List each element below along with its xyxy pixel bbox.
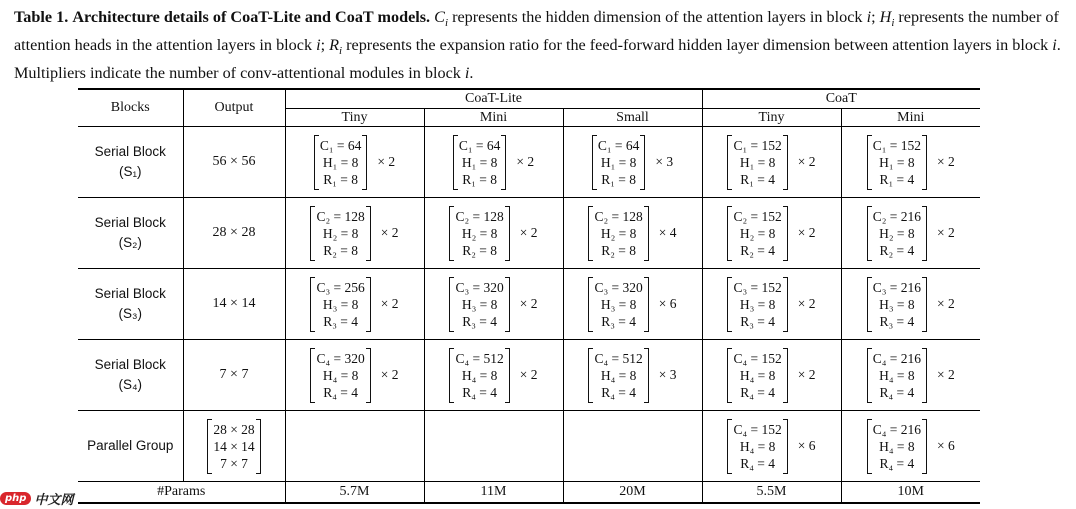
- caption-fragment: ;: [871, 8, 880, 26]
- matrix-entry: C₁ = 64: [319, 137, 362, 153]
- bracket-matrix: [449, 349, 509, 402]
- caption-fragment: i: [339, 45, 343, 58]
- matrix-entry: C₄ = 152: [733, 350, 782, 366]
- matrix-entry: C₄ = 320: [316, 350, 365, 366]
- config-cell: [285, 411, 424, 482]
- caption-fragment: i: [1052, 36, 1057, 55]
- bracket-matrix: [588, 207, 648, 260]
- matrix-entry: H₄ = 8: [461, 367, 498, 383]
- matrix-entry: 14 × 14: [213, 438, 255, 454]
- block-label-line: (S₄): [118, 377, 142, 392]
- header-group-coat: CoaT: [702, 89, 980, 109]
- config-cell: [702, 198, 841, 269]
- matrix-entry: R₁ = 4: [879, 171, 915, 187]
- block-label: [78, 340, 183, 411]
- config-cell: [285, 127, 424, 198]
- matrix-entry: R₃ = 4: [601, 313, 637, 329]
- matrix-entry: R₄ = 4: [740, 384, 776, 400]
- bracket-matrix: [727, 278, 787, 331]
- table-row: [78, 198, 980, 269]
- matrix-entry: C₂ = 128: [455, 208, 504, 224]
- output-cell: [183, 411, 285, 482]
- config-cell: [841, 198, 980, 269]
- config-cell: [424, 269, 563, 340]
- matrix-entry: C₄ = 152: [733, 421, 782, 437]
- block-label-line: (S₃): [118, 306, 142, 321]
- logo-php-badge: php: [0, 492, 31, 505]
- config-cell: [702, 269, 841, 340]
- matrix-entry: H₃ = 8: [461, 296, 498, 312]
- bracket-matrix: [453, 136, 507, 189]
- caption-fragment: C: [434, 8, 445, 26]
- matrix-entry: H₄ = 8: [739, 438, 776, 454]
- header-blocks: Blocks: [78, 89, 183, 127]
- config-cell: [563, 127, 702, 198]
- bracket-matrix: [867, 278, 927, 331]
- config-cell: [424, 340, 563, 411]
- caption-fragment: i: [316, 36, 321, 55]
- matrix-entry: R₄ = 4: [740, 455, 776, 471]
- output-cell: [183, 198, 285, 269]
- multiplier: × 3: [655, 154, 674, 169]
- matrix-entry: R₃ = 4: [323, 313, 359, 329]
- block-label: [78, 198, 183, 269]
- matrix-entry: C₃ = 152: [733, 279, 782, 295]
- config-cell: [563, 198, 702, 269]
- caption-fragment: . Multipliers indicate the number of conv-attentional modules in block: [14, 36, 1061, 83]
- matrix-entry: C₂ = 128: [594, 208, 643, 224]
- caption-fragment: i: [866, 8, 872, 26]
- config-cell: [841, 269, 980, 340]
- block-label-line: (S₂): [118, 235, 142, 250]
- bracket-matrix: [592, 136, 646, 189]
- matrix-entry: H₁ = 8: [322, 154, 359, 170]
- block-label: [78, 127, 183, 198]
- multiplier: × 2: [380, 225, 399, 240]
- multiplier: × 2: [937, 367, 955, 382]
- bracket-matrix: [867, 420, 927, 473]
- matrix-entry: H₄ = 8: [879, 367, 915, 383]
- matrix-entry: R₁ = 8: [323, 171, 359, 187]
- matrix-entry: R₂ = 8: [323, 242, 359, 258]
- matrix-entry: C₂ = 128: [316, 208, 365, 224]
- bracket-matrix: [727, 207, 787, 260]
- matrix-entry: R₂ = 8: [462, 242, 498, 258]
- matrix-entry: H₁ = 8: [879, 154, 915, 170]
- config-cell: [424, 198, 563, 269]
- bracket-matrix: [588, 278, 648, 331]
- config-cell: [702, 127, 841, 198]
- multiplier: × 2: [937, 296, 955, 311]
- caption-title: Architecture details of CoaT-Lite and CoaT models.: [72, 8, 431, 26]
- params-value: 10M: [841, 482, 980, 504]
- bracket-matrix: [727, 349, 787, 402]
- matrix-entry: H₃ = 8: [739, 296, 776, 312]
- matrix-entry: R₄ = 4: [879, 384, 915, 400]
- block-label-line: (S₁): [118, 164, 142, 179]
- bracket-matrix: [867, 207, 927, 260]
- multiplier: × 2: [937, 154, 955, 169]
- bracket-matrix: [310, 278, 370, 331]
- multiplier: × 4: [658, 225, 677, 240]
- matrix-entry: C₄ = 216: [872, 421, 922, 437]
- config-cell: [285, 269, 424, 340]
- header-variant: Small: [563, 109, 702, 127]
- output-size: 7 × 7: [219, 367, 249, 382]
- multiplier: × 2: [377, 154, 396, 169]
- params-value: 5.7M: [285, 482, 424, 504]
- bracket-matrix: [727, 420, 787, 473]
- block-label-line: Serial Block: [94, 144, 166, 159]
- block-label-line: Serial Block: [94, 286, 166, 301]
- multiplier: × 6: [937, 438, 955, 453]
- config-cell: [841, 127, 980, 198]
- matrix-entry: H₁ = 8: [461, 154, 498, 170]
- block-label: [78, 411, 183, 482]
- matrix-entry: R₁ = 8: [462, 171, 498, 187]
- matrix-entry: H₂ = 8: [739, 225, 776, 241]
- table-caption: [14, 6, 1064, 84]
- config-cell: [285, 198, 424, 269]
- caption-fragment: ;: [320, 36, 330, 55]
- architecture-table: [78, 88, 980, 504]
- multiplier: × 6: [797, 438, 816, 453]
- multiplier: × 2: [937, 225, 955, 240]
- multiplier: × 2: [519, 225, 538, 240]
- matrix-entry: H₃ = 8: [879, 296, 915, 312]
- matrix-entry: H₂ = 8: [461, 225, 498, 241]
- config-cell: [702, 411, 841, 482]
- header-variant: Mini: [424, 109, 563, 127]
- multiplier: × 2: [797, 154, 816, 169]
- config-cell: [285, 340, 424, 411]
- multiplier: × 2: [797, 367, 816, 382]
- caption-fragment: i: [444, 17, 449, 30]
- output-cell: [183, 340, 285, 411]
- caption-fragment: H: [879, 8, 892, 26]
- matrix-entry: R₃ = 4: [879, 313, 915, 329]
- matrix-entry: H₄ = 8: [739, 367, 776, 383]
- caption-fragment: i: [464, 64, 470, 83]
- bracket-matrix: [867, 136, 927, 189]
- php-cn-logo: [0, 488, 86, 508]
- matrix-entry: 7 × 7: [220, 455, 248, 471]
- caption-label: Table 1.: [14, 8, 69, 26]
- matrix-entry: H₃ = 8: [322, 296, 359, 312]
- matrix-entry: H₄ = 8: [322, 367, 359, 383]
- params-row: [78, 482, 980, 504]
- matrix-entry: H₄ = 8: [879, 438, 915, 454]
- params-label: #Params: [78, 482, 285, 504]
- multiplier: × 2: [519, 296, 538, 311]
- config-cell: [841, 411, 980, 482]
- block-label-line: Serial Block: [94, 215, 166, 230]
- matrix-entry: C₃ = 216: [872, 279, 922, 295]
- matrix-entry: H₃ = 8: [600, 296, 637, 312]
- caption-fragment: R: [329, 36, 340, 55]
- caption-fragment: represents the expansion ratio for the feed-forward hidden layer dimension between attention layers in block: [342, 36, 1053, 55]
- bracket-matrix: [449, 278, 509, 331]
- multiplier: × 2: [797, 296, 816, 311]
- config-cell: [841, 340, 980, 411]
- config-cell: [702, 340, 841, 411]
- bracket-matrix: [314, 136, 368, 189]
- table-row: [78, 411, 980, 482]
- matrix-entry: C₄ = 216: [872, 350, 922, 366]
- matrix-entry: R₄ = 4: [601, 384, 637, 400]
- bracket-matrix: [727, 136, 787, 189]
- multiplier: × 2: [797, 225, 816, 240]
- table-row: [78, 340, 980, 411]
- matrix-entry: R₂ = 4: [879, 242, 915, 258]
- multiplier: × 3: [658, 367, 677, 382]
- matrix-entry: R₂ = 4: [740, 242, 776, 258]
- caption-fragment: i: [891, 17, 895, 30]
- output-size: 14 × 14: [212, 296, 256, 311]
- matrix-entry: C₂ = 216: [872, 208, 922, 224]
- bracket-matrix: [310, 207, 370, 260]
- matrix-entry: C₁ = 152: [733, 137, 782, 153]
- header-row-groups: [78, 89, 980, 109]
- caption-fragment: represents the number of attention heads in the attention layers in block: [14, 8, 1059, 55]
- matrix-entry: C₁ = 64: [597, 137, 640, 153]
- table-row: [78, 269, 980, 340]
- matrix-entry: C₁ = 64: [458, 137, 501, 153]
- bracket-matrix: [310, 349, 370, 402]
- caption-fragment: .: [469, 64, 474, 83]
- bracket-matrix: [207, 420, 260, 473]
- matrix-entry: R₄ = 4: [879, 455, 915, 471]
- matrix-entry: R₁ = 4: [740, 171, 776, 187]
- block-label: [78, 269, 183, 340]
- config-cell: [424, 411, 563, 482]
- output-cell: [183, 127, 285, 198]
- multiplier: × 2: [380, 367, 399, 382]
- output-size: 28 × 28: [212, 225, 256, 240]
- matrix-entry: R₃ = 4: [462, 313, 498, 329]
- matrix-entry: H₂ = 8: [322, 225, 359, 241]
- matrix-entry: C₄ = 512: [594, 350, 643, 366]
- matrix-entry: C₄ = 512: [455, 350, 504, 366]
- config-cell: [563, 411, 702, 482]
- config-cell: [563, 269, 702, 340]
- matrix-entry: C₃ = 320: [455, 279, 504, 295]
- multiplier: × 6: [658, 296, 677, 311]
- multiplier: × 2: [516, 154, 535, 169]
- bracket-matrix: [867, 349, 927, 402]
- matrix-entry: R₁ = 8: [601, 171, 637, 187]
- block-label-line: Parallel Group: [87, 438, 174, 453]
- header-group-coat-lite: CoaT-Lite: [285, 89, 702, 109]
- matrix-entry: H₁ = 8: [600, 154, 637, 170]
- params-value: 20M: [563, 482, 702, 504]
- block-label-line: Serial Block: [94, 357, 166, 372]
- multiplier: × 2: [519, 367, 538, 382]
- matrix-entry: R₄ = 4: [462, 384, 498, 400]
- output-cell: [183, 269, 285, 340]
- matrix-entry: C₃ = 256: [316, 279, 365, 295]
- bracket-matrix: [449, 207, 509, 260]
- matrix-entry: R₂ = 8: [601, 242, 637, 258]
- matrix-entry: C₁ = 152: [872, 137, 922, 153]
- matrix-entry: H₂ = 8: [879, 225, 915, 241]
- params-value: 5.5M: [702, 482, 841, 504]
- matrix-entry: C₃ = 320: [594, 279, 643, 295]
- config-cell: [563, 340, 702, 411]
- output-size: 56 × 56: [212, 154, 256, 169]
- bracket-matrix: [588, 349, 648, 402]
- matrix-entry: R₄ = 4: [323, 384, 359, 400]
- matrix-entry: H₂ = 8: [600, 225, 637, 241]
- header-variant: Tiny: [285, 109, 424, 127]
- params-value: 11M: [424, 482, 563, 504]
- header-output: Output: [183, 89, 285, 127]
- matrix-entry: H₄ = 8: [600, 367, 637, 383]
- matrix-entry: R₃ = 4: [740, 313, 776, 329]
- caption-fragment: represents the hidden dimension of the attention layers in block: [448, 8, 867, 26]
- logo-cn-text: 中文网: [34, 492, 74, 508]
- multiplier: × 2: [380, 296, 399, 311]
- config-cell: [424, 127, 563, 198]
- header-variant: Mini: [841, 109, 980, 127]
- matrix-entry: 28 × 28: [213, 421, 255, 437]
- table-row: [78, 127, 980, 198]
- matrix-entry: H₁ = 8: [739, 154, 776, 170]
- matrix-entry: C₂ = 152: [733, 208, 782, 224]
- header-variant: Tiny: [702, 109, 841, 127]
